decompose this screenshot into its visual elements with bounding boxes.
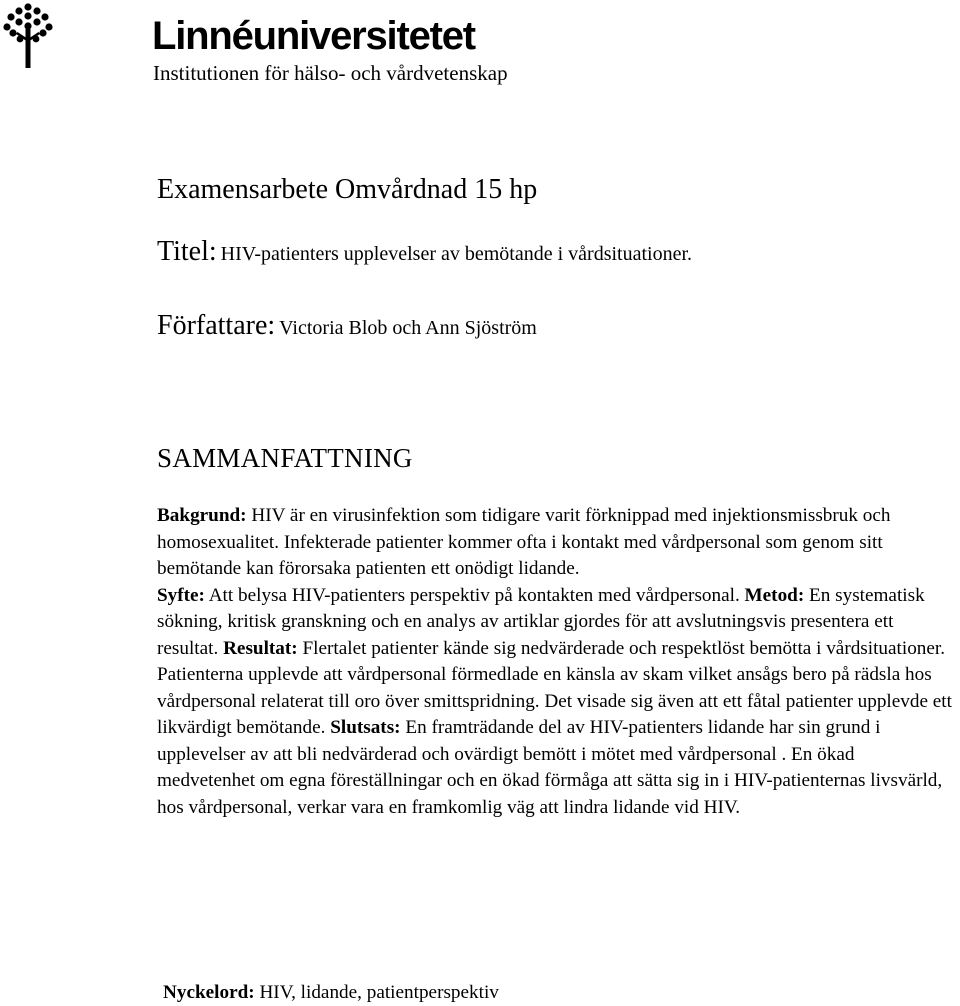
keywords-row [163, 981, 499, 1005]
keywords-label: Nyckelord: [163, 982, 255, 1003]
background-label: Bakgrund: [157, 505, 247, 526]
summary-heading: SAMMANFATTNING [157, 443, 413, 473]
result-text: Flertalet patienter kände sig nedvärderade och respektlöst bemötta i vårdsituationer. Patienterna upplevde att vårdpersonal förmedlade en känsla av skam vilket ansågs bero på rädsla hos vårdpersonal relaterat till oro över smittspridning. Det visade sig även att ett fåtal patienter upplevde ett likvärdigt bemötande. [157, 637, 952, 738]
authors-value: Victoria Blob och Ann Sjöström [279, 317, 537, 339]
department-name: Institutionen för hälso- och vårdvetenskap [153, 61, 508, 85]
method-text: En systematisk sökning, kritisk granskning och en analys av artiklar gjordes för att avslutningsvis presentera ett resultat. [157, 584, 925, 659]
authors-row [157, 308, 537, 348]
title-label: Titel: [157, 236, 217, 267]
conclusion-text: En framträdande del av HIV-patienters lidande har sin grund i upplevelser av att bli nedvärderad och ovärdigt bemött i mötet med vårdpersonal . En ökad medvetenhet om egna föreställningar och en ökad förmåga att sätta sig in i HIV-patienternas livsvärld, hos vårdpersonal, verkar vara en framkomlig väg att lindra lidande vid HIV. [157, 717, 943, 818]
background-text: HIV är en virusinfektion som tidigare varit förknippad med injektionsmissbruk och homosexualitet. Infekterade patienter kommer ofta i kontakt med vårdpersonal som genom sitt bemötande kan förorsaka patienten ett onödigt lidande. [157, 505, 891, 579]
tree-logo-icon [2, 2, 54, 68]
course-title: Examensarbete Omvårdnad 15 hp [157, 174, 538, 205]
keywords-value: HIV, lidande, patientperspektiv [254, 982, 499, 1003]
conclusion-label: Slutsats: [330, 717, 401, 738]
method-label: Metod: [744, 584, 805, 606]
title-value: HIV-patienters upplevelser av bemötande i vårdsituationer. [220, 243, 693, 265]
aim-label: Syfte: [157, 584, 205, 606]
thesis-title-row [157, 234, 692, 274]
result-label: Resultat: [223, 637, 298, 659]
authors-label: Författare: [157, 310, 276, 341]
aim-text: Att belysa HIV-patienters perspektiv på kontakten med vårdpersonal. [204, 584, 745, 606]
university-wordmark: Linnéuniversitetet [152, 14, 475, 58]
abstract-body [157, 503, 957, 821]
